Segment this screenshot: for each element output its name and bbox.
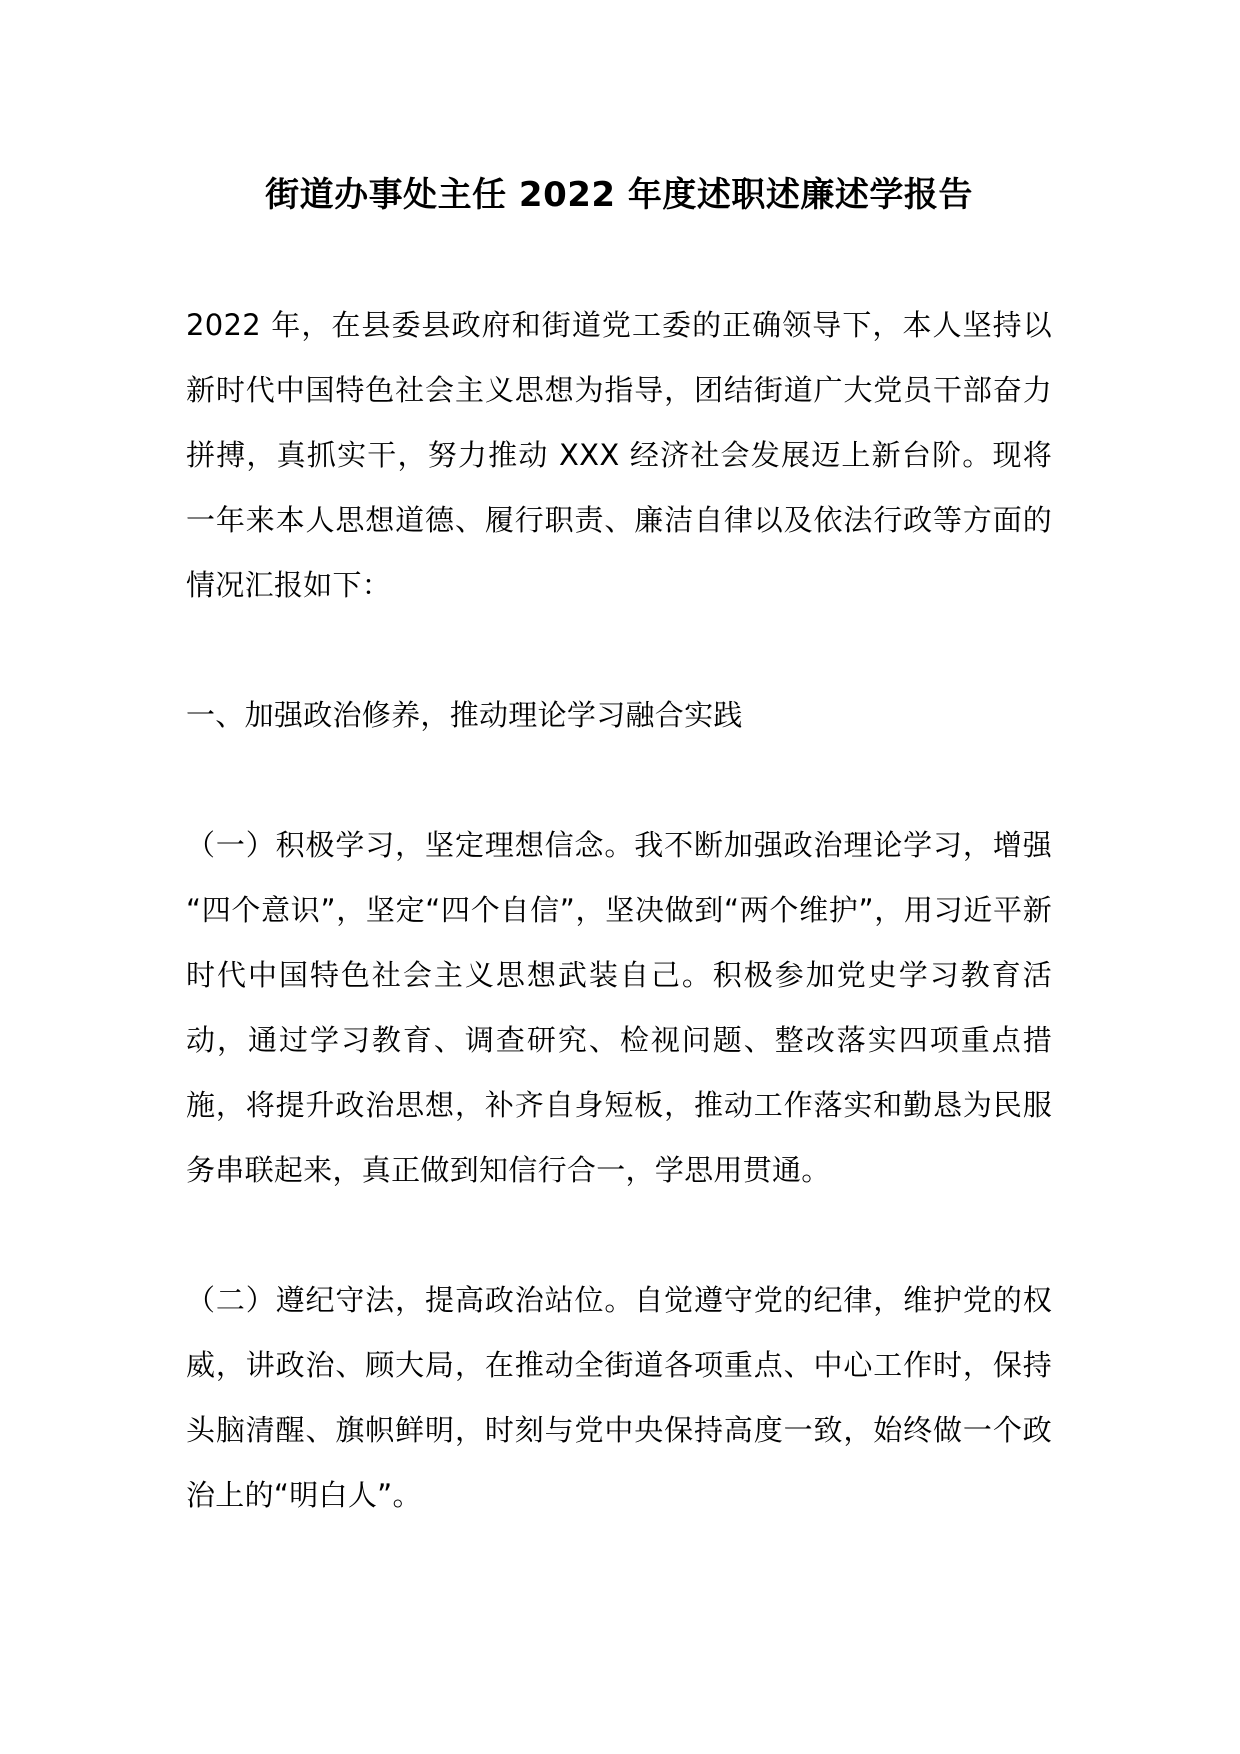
section-heading-1: 一、加强政治修养，推动理论学习融合实践 — [186, 698, 743, 732]
intro-paragraph: 2022 年，在县委县政府和街道党工委的正确领导下，本人坚持以新时代中国特色社会主义思想为指导，团结街道广大党员干部奋力拼搏，真抓实干，努力推动 XXX 经济社会发展迈上新台阶。现将一年来本人思想道德、履行职责、廉洁自律以及依法行政等方面的情况汇报如下： — [186, 308, 1052, 602]
subsection-paragraph-1: （一）积极学习，坚定理想信念。我不断加强政治理论学习，增强“四个意识”，坚定“四个自信”，坚决做到“两个维护”，用习近平新时代中国特色社会主义思想武装自己。积极参加党史学习教育活动，通过学习教育、调查研究、检视问题、整改落实四项重点措施，将提升政治思想，补齐自身短板，推动工作落实和勤恳为民服务串联起来，真正做到知信行合一，学思用贯通。 — [186, 828, 1052, 1187]
subsection-paragraph-2: （二）遵纪守法，提高政治站位。自觉遵守党的纪律，维护党的权威，讲政治、顾大局，在推动全街道各项重点、中心工作时，保持头脑清醒、旗帜鲜明，时刻与党中央保持高度一致，始终做一个政治上的“明白人”。 — [186, 1283, 1052, 1512]
document-title: 街道办事处主任 2022 年度述职述廉述学报告 — [265, 175, 973, 215]
